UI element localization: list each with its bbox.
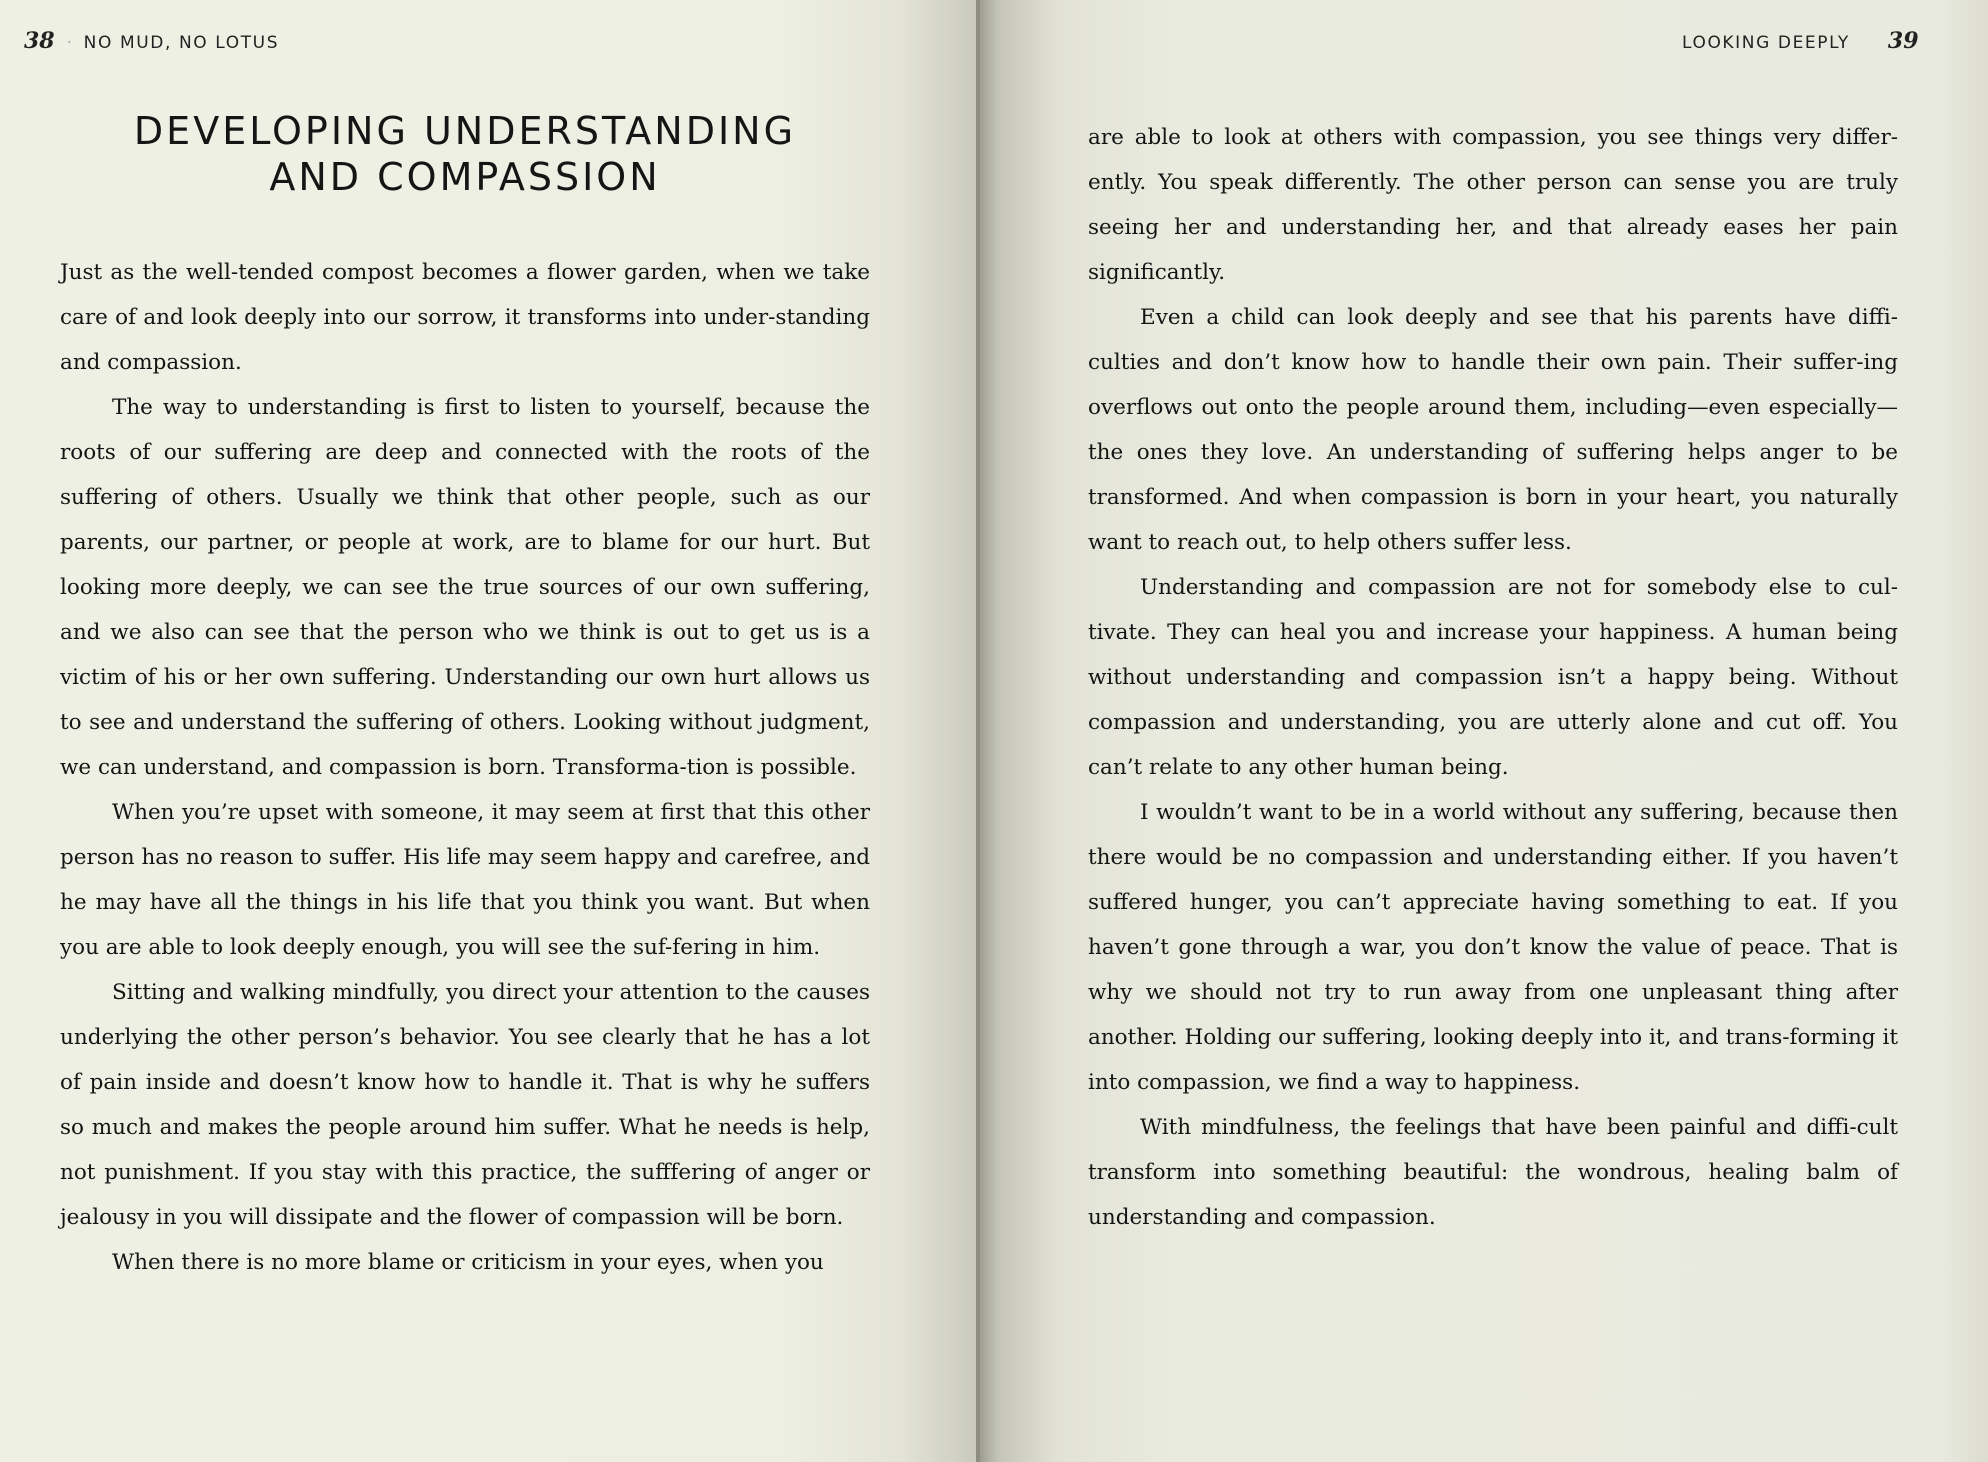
paragraph: Sitting and walking mindfully, you direct your attention to the causes underlying the other person’s behavior. You see clearly that he has a lot of pain inside and doesn’t know how to handle it. That is why he suffers so much and makes the people around him suffer. What he needs is help, not punishment. If you stay with this practice, the sufffering of anger or jealousy in you will dissipate and the flower of compassion will be born. <box>60 980 870 1230</box>
book-title: NO MUD, NO LOTUS <box>83 33 280 53</box>
chapter-title-line-2: AND COMPASSION <box>269 155 661 199</box>
paragraph: are able to look at others with compassion, you see things very differ-ently. You speak differently. The other person can sense you are truly seeing her and understanding her, and that already eases her pain significantly. <box>1088 125 1898 285</box>
paragraph: Understanding and compassion are not for somebody else to cul-tivate. They can heal you and increase your happiness. A human being without understanding and compassion isn’t a happy being. Without compassion and understanding, you are utterly alone and cut off. You can’t relate to any other human being. <box>1088 575 1898 780</box>
right-body-text <box>1088 115 1898 1240</box>
book-gutter <box>976 0 980 1462</box>
paragraph: Even a child can look deeply and see that his parents have diffi-culties and don’t know how to handle their own pain. Their suffer-ing overflows out onto the people around them, including—even especially—the ones they love. An understanding of suffering helps anger to be transformed. And when compassion is born in your heart, you naturally want to reach out, to help others suffer less. <box>1088 305 1898 555</box>
right-page-number: 39 <box>1887 28 1919 54</box>
paragraph: When there is no more blame or criticism in your eyes, when you <box>112 1250 824 1275</box>
left-page-number: 38 <box>24 28 55 54</box>
chapter-title-line-1: DEVELOPING UNDERSTANDING <box>133 109 797 153</box>
chapter-running-title: LOOKING DEEPLY <box>1682 33 1850 53</box>
paragraph: With mindfulness, the feelings that have been painful and diffi-cult transform into something beautiful: the wondrous, healing balm of understanding and compassion. <box>1088 1115 1898 1230</box>
paragraph: I wouldn’t want to be in a world without any suffering, because then there would be no compassion and understanding either. If you haven’t suffered hunger, you can’t appreciate having something to eat. If you haven’t gone through a war, you don’t know the value of peace. That is why we should not try to run away from one unpleasant thing after another. Holding our suffering, looking deeply into it, and trans-forming it into compassion, we find a way to happiness. <box>1088 800 1898 1095</box>
running-head-separator: · <box>66 33 74 53</box>
chapter-title <box>60 108 870 200</box>
left-body-text <box>60 250 870 1285</box>
left-running-head <box>24 28 279 54</box>
paragraph: Just as the well-tended compost becomes a flower garden, when we take care of and look deeply into our sorrow, it transforms into under-standing and compassion. <box>60 260 870 375</box>
paragraph: When you’re upset with someone, it may seem at first that this other person has no reason to suffer. His life may seem happy and carefree, and he may have all the things in his life that you think you want. But when you are able to look deeply enough, you will see the suf-fering in him. <box>60 800 870 960</box>
right-running-head <box>1682 28 1919 54</box>
paragraph: The way to understanding is first to listen to yourself, because the roots of our suffering are deep and connected with the roots of the suffering of others. Usually we think that other people, such as our parents, our partner, or people at work, are to blame for our hurt. But looking more deeply, we can see the true sources of our own suffering, and we also can see that the person who we think is out to get us is a victim of his or her own suffering. Understanding our own hurt allows us to see and understand the suffering of others. Looking without judgment, we can understand, and compassion is born. Transforma-tion is possible. <box>60 395 870 780</box>
left-page <box>0 0 978 1462</box>
